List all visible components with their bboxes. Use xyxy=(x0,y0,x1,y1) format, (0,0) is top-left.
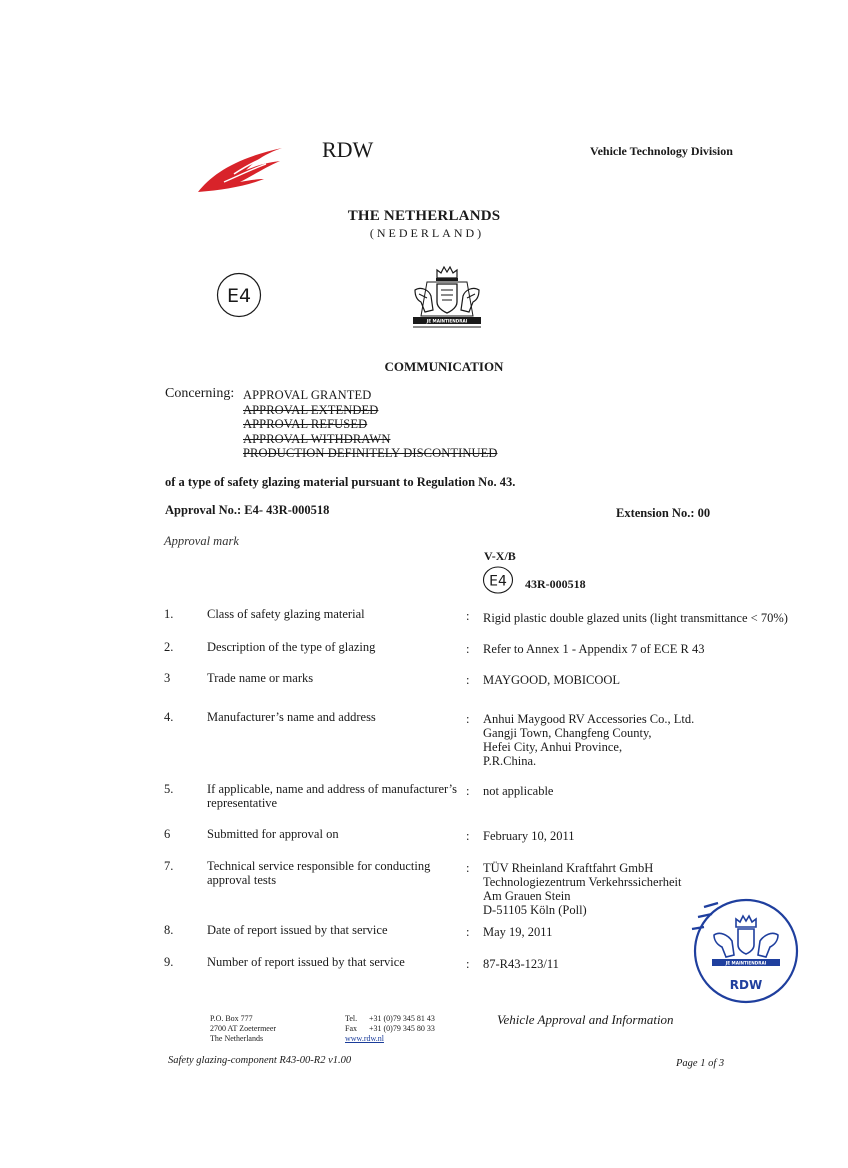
address-line: 2700 AT Zoetermeer xyxy=(210,1024,277,1033)
e4-small-mark-text: E4 xyxy=(489,573,507,590)
footer-contact xyxy=(345,1014,435,1044)
org-name: RDW xyxy=(322,137,374,162)
e4-small-mark-icon xyxy=(482,566,514,594)
item-value-service xyxy=(483,861,681,917)
option-approval-extended: APPROVAL EXTENDED xyxy=(243,402,379,417)
item-number: 7. xyxy=(164,859,174,873)
country-local-name: (NEDERLAND) xyxy=(369,226,485,240)
item-label: Trade name or marks xyxy=(207,671,314,685)
address-line: P.O. Box 777 xyxy=(210,1014,253,1023)
item-colon: : xyxy=(466,861,470,875)
item-value: February 10, 2011 xyxy=(483,829,575,843)
approval-mark-number: 43R-000518 xyxy=(525,577,586,591)
page-number: Page 1 of 3 xyxy=(676,1058,725,1069)
item-number: 6 xyxy=(164,827,171,841)
item-colon: : xyxy=(466,712,470,726)
country-name: THE NETHERLANDS xyxy=(347,208,501,224)
extension-number: Extension No.: 00 xyxy=(616,506,711,520)
item-value: MAYGOOD, MOBICOOL xyxy=(483,673,621,687)
item-colon: : xyxy=(466,673,470,687)
item-colon: : xyxy=(466,957,470,971)
communication-title: COMMUNICATION xyxy=(384,359,504,374)
division-name: Vehicle Technology Division xyxy=(590,144,733,158)
item-label: Manufacturer’s name and address xyxy=(207,710,376,724)
item-value-address xyxy=(483,712,694,768)
item-colon: : xyxy=(466,925,470,939)
fax-label: Fax xyxy=(345,1024,357,1033)
item-number: 3 xyxy=(164,671,171,685)
item-value: not applicable xyxy=(483,784,554,798)
approval-number: Approval No.: E4- 43R-000518 xyxy=(165,503,330,517)
item-colon: : xyxy=(466,642,470,656)
concerning-label: Concerning: xyxy=(165,386,235,401)
item-number: 9. xyxy=(164,955,174,969)
address-line: P.R.China. xyxy=(483,754,537,768)
option-production-discontinued: PRODUCTION DEFINITELY DISCONTINUED xyxy=(243,446,498,461)
address-line: The Netherlands xyxy=(210,1034,264,1043)
item-number: 2. xyxy=(164,640,174,654)
stamp-motto-text: JE MAINTIENDRAI xyxy=(725,960,767,966)
item-label: Date of report issued by that service xyxy=(207,923,388,937)
country-heading xyxy=(0,208,848,241)
fax-number: +31 (0)79 345 80 33 xyxy=(369,1024,435,1033)
concerning-options xyxy=(243,388,497,461)
item-colon: : xyxy=(466,829,470,843)
type-sentence: of a type of safety glazing material pursuant to Regulation No. 43. xyxy=(165,475,516,489)
item-label: Submitted for approval on xyxy=(207,827,339,841)
service-line: Am Grauen Stein xyxy=(483,889,571,903)
item-label: Class of safety glazing material xyxy=(207,607,365,621)
crest-motto-text: JE MAINTIENDRAI xyxy=(426,318,468,324)
address-line: Hefei City, Anhui Province, xyxy=(483,740,623,754)
address-line: Anhui Maygood RV Accessories Co., Ltd. xyxy=(483,712,695,726)
address-line: Gangji Town, Changfeng County, xyxy=(483,726,652,740)
item-colon: : xyxy=(466,609,470,623)
option-approval-granted: APPROVAL GRANTED xyxy=(243,388,372,402)
rdw-logo-icon xyxy=(194,144,286,196)
item-value: May 19, 2011 xyxy=(483,925,553,939)
service-line: Technologiezentrum Verkehrssicherheit xyxy=(483,875,682,889)
item-number: 5. xyxy=(164,782,174,796)
approval-mark-class: V-X/B xyxy=(484,549,516,563)
e4-mark-icon xyxy=(216,272,262,318)
item-colon: : xyxy=(466,784,470,798)
tel-label: Tel. xyxy=(345,1014,358,1023)
netherlands-crest-icon xyxy=(407,264,487,332)
service-line: D-51105 Köln (Poll) xyxy=(483,903,587,917)
item-value: 87-R43-123/11 xyxy=(483,957,559,971)
service-line: TÜV Rheinland Kraftfahrt GmbH xyxy=(483,861,654,875)
rdw-stamp-icon xyxy=(684,893,802,1005)
item-label: Description of the type of glazing xyxy=(207,640,376,654)
website-link[interactable]: www.rdw.nl xyxy=(345,1034,384,1043)
item-number: 1. xyxy=(164,607,174,621)
item-number: 4. xyxy=(164,710,174,724)
footer-tagline: Vehicle Approval and Information xyxy=(497,1012,674,1027)
option-approval-refused: APPROVAL REFUSED xyxy=(243,417,368,432)
component-reference: Safety glazing-component R43-00-R2 v1.00 xyxy=(168,1055,352,1066)
stamp-org-text: RDW xyxy=(729,978,763,992)
option-approval-withdrawn: APPROVAL WITHDRAWN xyxy=(243,431,391,446)
item-number: 8. xyxy=(164,923,174,937)
approval-mark-label: Approval mark xyxy=(164,534,239,548)
e4-mark-text: E4 xyxy=(226,285,252,307)
item-value: Refer to Annex 1 - Appendix 7 of ECE R 43 xyxy=(483,642,705,656)
footer-address xyxy=(210,1014,276,1044)
item-label: If applicable, name and address of manufacturer’s representative xyxy=(207,782,458,810)
item-label: Technical service responsible for conducting approval tests xyxy=(207,859,431,887)
item-value: Rigid plastic double glazed units (light transmittance < 70%) xyxy=(483,611,788,625)
item-label: Number of report issued by that service xyxy=(207,955,405,969)
tel-number: +31 (0)79 345 81 43 xyxy=(369,1014,435,1023)
